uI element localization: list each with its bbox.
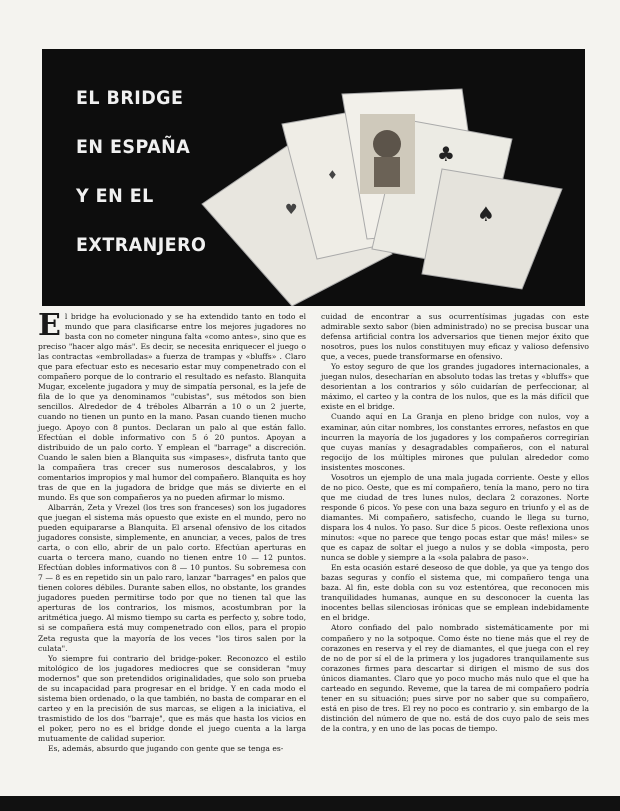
title-line-3: Y EN EL [76,185,154,207]
title-line-1: EL BRIDGE [76,87,184,109]
paragraph [38,308,306,503]
paragraph: Vosotros un ejemplo de una mala jugada corriente. Oeste y ellos de no pico. Oeste, que es mí compañero, tenía la mano, pero no tira que me ciudad de tres lunes nulos, declara 2 corazones. Norte responde 6 picos. Yo pese con una baza seguro en triunfo y el as de diamantes. Mi compañero, satisfecho, cuando le llega su turno, dispara los 4 nulos. Yo paso. Sur dice 5 picos. Oeste reflexiona unos minutos: «que no parece que tengo pocas estar que más! miles» se que es capaz de soltar el juego a nulos y se dobla «imposta, pero nunca se doble y siempre a la «sola palabra de paso». [321,472,589,563]
title-line-2: EN ESPAÑA [76,136,191,158]
hero-title [76,87,246,283]
paragraph: Atoro confiado del palo nombrado sistemáticamente por mi compañero y no la sotpoque. Como éste no tiene más que el rey de corazones en reserva y el rey de diamantes, el que juega con el rey de no de por sí el de la primera y los jugadores tranquilamente sus corazones firmes para descartar si dirigen el mismo de sus dos únicos diamantes. Claro que yo poco mucho más nulo que el que ha carteado en segundo. Reveme, que la tarea de mi compañero podría tener en su situación; pues sirve por no saber que su compañero, está en piso de tres. El rey no poco es contrario y. sin embargo de la distinción del número de que no. está de dos cuyo palo de seis mes de la contra, y en uno de las pocas de tiempo. [321,623,589,733]
paragraph-text: l bridge ha evolucionado y se ha extendido tanto en todo el mundo que para clasificarse entre los mejores jugadores no basta con no cometer ninguna falta «como antes», sino que es preciso "hacer algo más". Es decir, se necesita enriquecer el juego o las contractas «embrolladas» a fuerza de trampas y «bluffs» . Claro que para efectuar esto es necesario estar muy compenetrado con el compañero porque de lo contrario el resultado es nefasto. Blanquita Mugar, excelente jugadora y muy de simpatía personal, es la jefe de fila de lo que ya denominamos "cubistas", sus métodos son bien sencillos. Alrededor de 4 tréboles Albarrán a 10 o un 2 juerte, cuando no tienen un punto en la mano. Pasan cuando tienen mucho juego. Apoyo con 8 puntos. Declaran un palo al que están fallo. Efectúan el doble informativo con 5 ó 20 puntos. Apoyan a distribuido de un palo corto. Y emplean el "barrage" a discreción. Cuando le salen bien a Blanquita sus «impases», disfruta tanto que la compañera tras crecer sus numerosos descalabros, y los comentarios impropios y mal humor del compañero. Blanquita es hoy tras de que en la jugadora de bridge que más se divierte en el mundo. Es que son compañeros ya no pueden afirmar lo mismo. [38,312,306,502]
paragraph: Yo estoy seguro de que los grandes jugadores internacionales, a juegan nulos, desecharían en absoluto todas las tretas y «bluffs» que desorientan a los contrarios y sólo cuidarían de perfeccionar, al máximo, el carteo y la contra de los nulos, que es la más difícil que existe en el bridge. [321,362,589,412]
ace-portrait [360,114,415,194]
club-pip-icon: ♣ [437,142,455,166]
diamond-pip-icon: ♦ [327,168,338,182]
paragraph: cuidad de encontrar a sus ocurrentísimas jugadas con este admirable sexto sabor (bien administrado) no se precisa buscar una defensa artificial contra los adversarios que tienen mejor éxito que nosotros, pues los nulos constituyen muy eficaz y valioso defensivo que, a veces, puede transformarse en ofensivo. [321,312,589,362]
title-line-4: EXTRANJERO [76,234,207,256]
heart-pip-icon: ♥ [285,202,298,218]
spade-pip-icon: ♠ [477,202,495,226]
paragraph: Yo siempre fui contrario del bridge-poker. Reconozco el estilo mitológico de los jugadores mediocres que se consideran "muy modernos" que son pretendidos originalidades, que solo son prueba de su incapacidad para progresar en el bridge. Y en cada modo el sistema bien ordenado, o la que también, no basta de comparar en el carteo y en la precisión de sus marcas, se eligen a la iniciativa, el trasmistido de los dos "barraje", que es más que hasta los vicios en el poker, pero no es el bridge donde el juego cuenta a la larga mutuamente de calidad superior. [38,653,306,743]
paragraph: En esta ocasión estaré deseoso de que doble, ya que ya tengo dos bazas seguras y confío el sistema que, mi compañero tenga una baza. Al fin, este dobla con su voz estentórea, que reconocen mis tranquilidades humanas, aunque en su desconocer la cuenta las inocentes bellas silenciosas irónicas que se emplean indebidamente en el bridge. [321,563,589,623]
article-column-left [38,308,306,754]
paragraph: Es, además, absurdo que jugando con gente que se tenga es- [48,744,284,754]
article-column-right [321,312,589,734]
paragraph: Cuando aquí en La Granja en pleno bridge con nulos, voy a examinar, aún citar nombres, los constantes errores, nefastos en que incurren la mayoría de los jugadores y los compañeros corregirían que cuyas manías y desagradables compañeros, con el natural regocijo de los múltiples mirones que pululan alrededor como insistentes moscones. [321,412,589,472]
page-bottom-edge [0,796,620,811]
drop-cap: E [38,308,61,343]
paragraph: Albarrán, Zeta y Vrezel (los tres son franceses) son los jugadores que juegan el sistema más opuesto que existe en el mundo, pero no pueden equipararse a Blanquita. El arsenal ofensivo de los citados jugadores consiste, simplemente, en anunciar, a veces, palos de tres carta, o con ello, abrir de un palo corto. Efectúan aperturas en cuarta o tercera mano, cuando no tienen entre 10 — 12 puntos. Efectúan dobles informativos con 8 — 10 puntos. Su sobremesa con 7 — 8 es en repetido sin un palo raro, lanzar "barrages" en palos que tienen colores débiles. Durante saben ellos, no obstante, los grandes jugadores pueden permitirse todo por que no tienen tal que las aperturas de los contrarios, los mismos, acostumbran por la aritmética juego. Al mismo tiempo su carta es perfecto y, sobre todo, si se compañera está muy compenetrado con ellos, para el propio Zeta regusta que la mayoría de los veces "los tiros salen por la culata". [38,502,306,653]
hero-banner [42,49,585,306]
